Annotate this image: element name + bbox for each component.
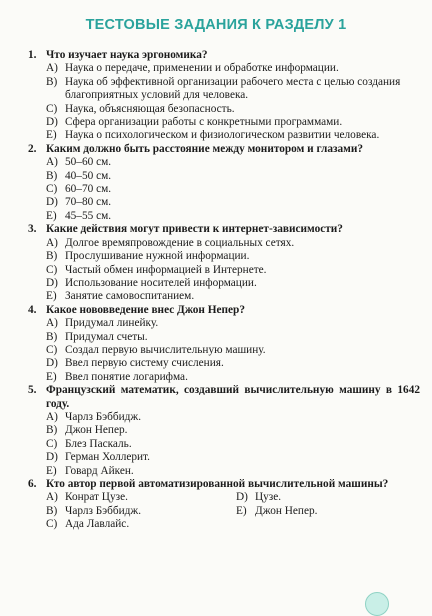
question-number: 6. — [28, 478, 37, 490]
option — [46, 196, 420, 209]
option — [46, 210, 420, 223]
question-text: Какие действия могут привести к интернет-зависимости? — [46, 223, 343, 236]
option — [46, 76, 420, 103]
option-letter: B) — [46, 424, 58, 437]
page-title: ТЕСТОВЫЕ ЗАДАНИЯ К РАЗДЕЛУ 1 — [85, 17, 347, 33]
option — [46, 518, 236, 531]
option-text: Блез Паскаль. — [65, 437, 132, 450]
option-text: Ввел понятие логарифма. — [65, 370, 188, 383]
option-letter: E) — [236, 504, 247, 517]
page-number-badge — [365, 592, 389, 616]
option — [46, 357, 420, 370]
question-number: 1. — [28, 49, 37, 61]
option-text: Джон Непер. — [65, 424, 128, 437]
question-text: Какое нововведение внес Джон Непер? — [46, 303, 245, 316]
option-letter: D) — [236, 491, 248, 504]
option-text: Наука, объясняющая безопасность. — [65, 102, 235, 115]
option-letter: C) — [46, 102, 58, 115]
option-text: Наука о психологическом и физиологическом развитии человека. — [65, 129, 380, 142]
question-number: 2. — [28, 142, 37, 155]
option — [46, 505, 236, 518]
option — [46, 103, 420, 116]
option-text: Говард Айкен. — [65, 464, 134, 477]
option-text: Цузе. — [255, 491, 282, 504]
option-text: Наука об эффективной организации рабочего места с целью создания благоприятных условий для человека. — [65, 75, 401, 102]
option-text: Придумал линейку. — [65, 317, 159, 330]
question-number: 4. — [28, 303, 37, 316]
option-text: 40–50 см. — [65, 169, 112, 182]
option — [46, 491, 236, 504]
option — [236, 491, 420, 504]
option-letter: D) — [46, 451, 58, 464]
option — [46, 62, 420, 75]
option — [46, 116, 420, 129]
option-text: Чарлз Бэббидж. — [65, 504, 142, 517]
option-text: Занятие самовоспитанием. — [65, 290, 195, 303]
option — [236, 505, 420, 518]
option-text: Наука о передаче, применении и обработке информации. — [65, 62, 339, 75]
option-letter: C) — [46, 437, 58, 450]
option-letter: D) — [46, 276, 58, 289]
option-letter: B) — [46, 169, 58, 182]
option-letter: C) — [46, 263, 58, 276]
question-number: 3. — [28, 223, 37, 236]
question-1 — [28, 49, 420, 143]
option — [46, 317, 420, 330]
option — [46, 371, 420, 384]
option-letter: D) — [46, 116, 58, 129]
option-letter: D) — [46, 357, 58, 370]
option-text: Долгое времяпровождение в социальных сетях. — [65, 236, 295, 249]
option — [46, 277, 420, 290]
option-text: Прослушивание нужной информации. — [65, 250, 250, 263]
option-text: Частый обмен информацией в Интернете. — [65, 263, 267, 276]
option-letter: A) — [46, 156, 58, 169]
option — [46, 344, 420, 357]
option-letter: A) — [46, 62, 58, 75]
option — [46, 156, 420, 169]
option — [46, 237, 420, 250]
option-letter: D) — [46, 196, 58, 209]
option-letter: A) — [46, 317, 58, 330]
option-letter: E) — [46, 129, 57, 142]
option-letter: A) — [46, 236, 58, 249]
option — [46, 264, 420, 277]
option — [46, 438, 420, 451]
option-text: 50–60 см. — [65, 156, 112, 169]
option-letter: E) — [46, 370, 57, 383]
option-text: Герман Холлерит. — [65, 451, 150, 464]
option-text: 70–80 см. — [65, 196, 112, 209]
option-letter: E) — [46, 209, 57, 222]
option — [46, 465, 420, 478]
option-text: Создал первую вычислительную машину. — [65, 343, 266, 356]
option — [46, 183, 420, 196]
option-letter: B) — [46, 250, 58, 263]
option-text: Сфера организации работы с конкретными программами. — [65, 116, 343, 129]
questions-list — [28, 49, 420, 532]
option — [46, 250, 420, 263]
question-6 — [28, 478, 420, 532]
option-text: Ввел первую систему счисления. — [65, 357, 224, 370]
option-letter: C) — [46, 518, 58, 531]
option-letter: E) — [46, 464, 57, 477]
option-letter: A) — [46, 410, 58, 423]
option-text: Джон Непер. — [255, 504, 318, 517]
option-letter: B) — [46, 330, 58, 343]
question-2 — [28, 143, 420, 223]
option — [46, 129, 420, 142]
question-4 — [28, 304, 420, 384]
question-number: 5. — [28, 384, 37, 397]
question-text: Французский математик, создавший вычислительную машину в 1642 году. — [46, 384, 420, 410]
option — [46, 290, 420, 303]
option-letter: B) — [46, 504, 58, 517]
option-text: Использование носителей информации. — [65, 276, 257, 289]
option — [46, 451, 420, 464]
option-letter: C) — [46, 343, 58, 356]
option-letter: A) — [46, 491, 58, 504]
option-letter: C) — [46, 183, 58, 196]
option-text: 45–55 см. — [65, 209, 112, 222]
question-text: Кто автор первой автоматизированной вычислительной машины? — [46, 478, 389, 490]
question-3 — [28, 223, 420, 303]
option — [46, 170, 420, 183]
option-text: Придумал счеты. — [65, 330, 148, 343]
option — [46, 411, 420, 424]
option-text: Ада Лавлайс. — [65, 518, 130, 531]
option — [46, 331, 420, 344]
option-letter: E) — [46, 290, 57, 303]
option — [46, 424, 420, 437]
option-text: 60–70 см. — [65, 183, 112, 196]
question-5 — [28, 384, 420, 478]
option-text: Конрат Цузе. — [65, 491, 128, 504]
question-text: Что изучает наука эргономика? — [46, 49, 208, 61]
option-letter: B) — [46, 75, 58, 88]
question-text: Каким должно быть расстояние между монитором и глазами? — [46, 142, 364, 155]
option-text: Чарлз Бэббидж. — [65, 410, 142, 423]
